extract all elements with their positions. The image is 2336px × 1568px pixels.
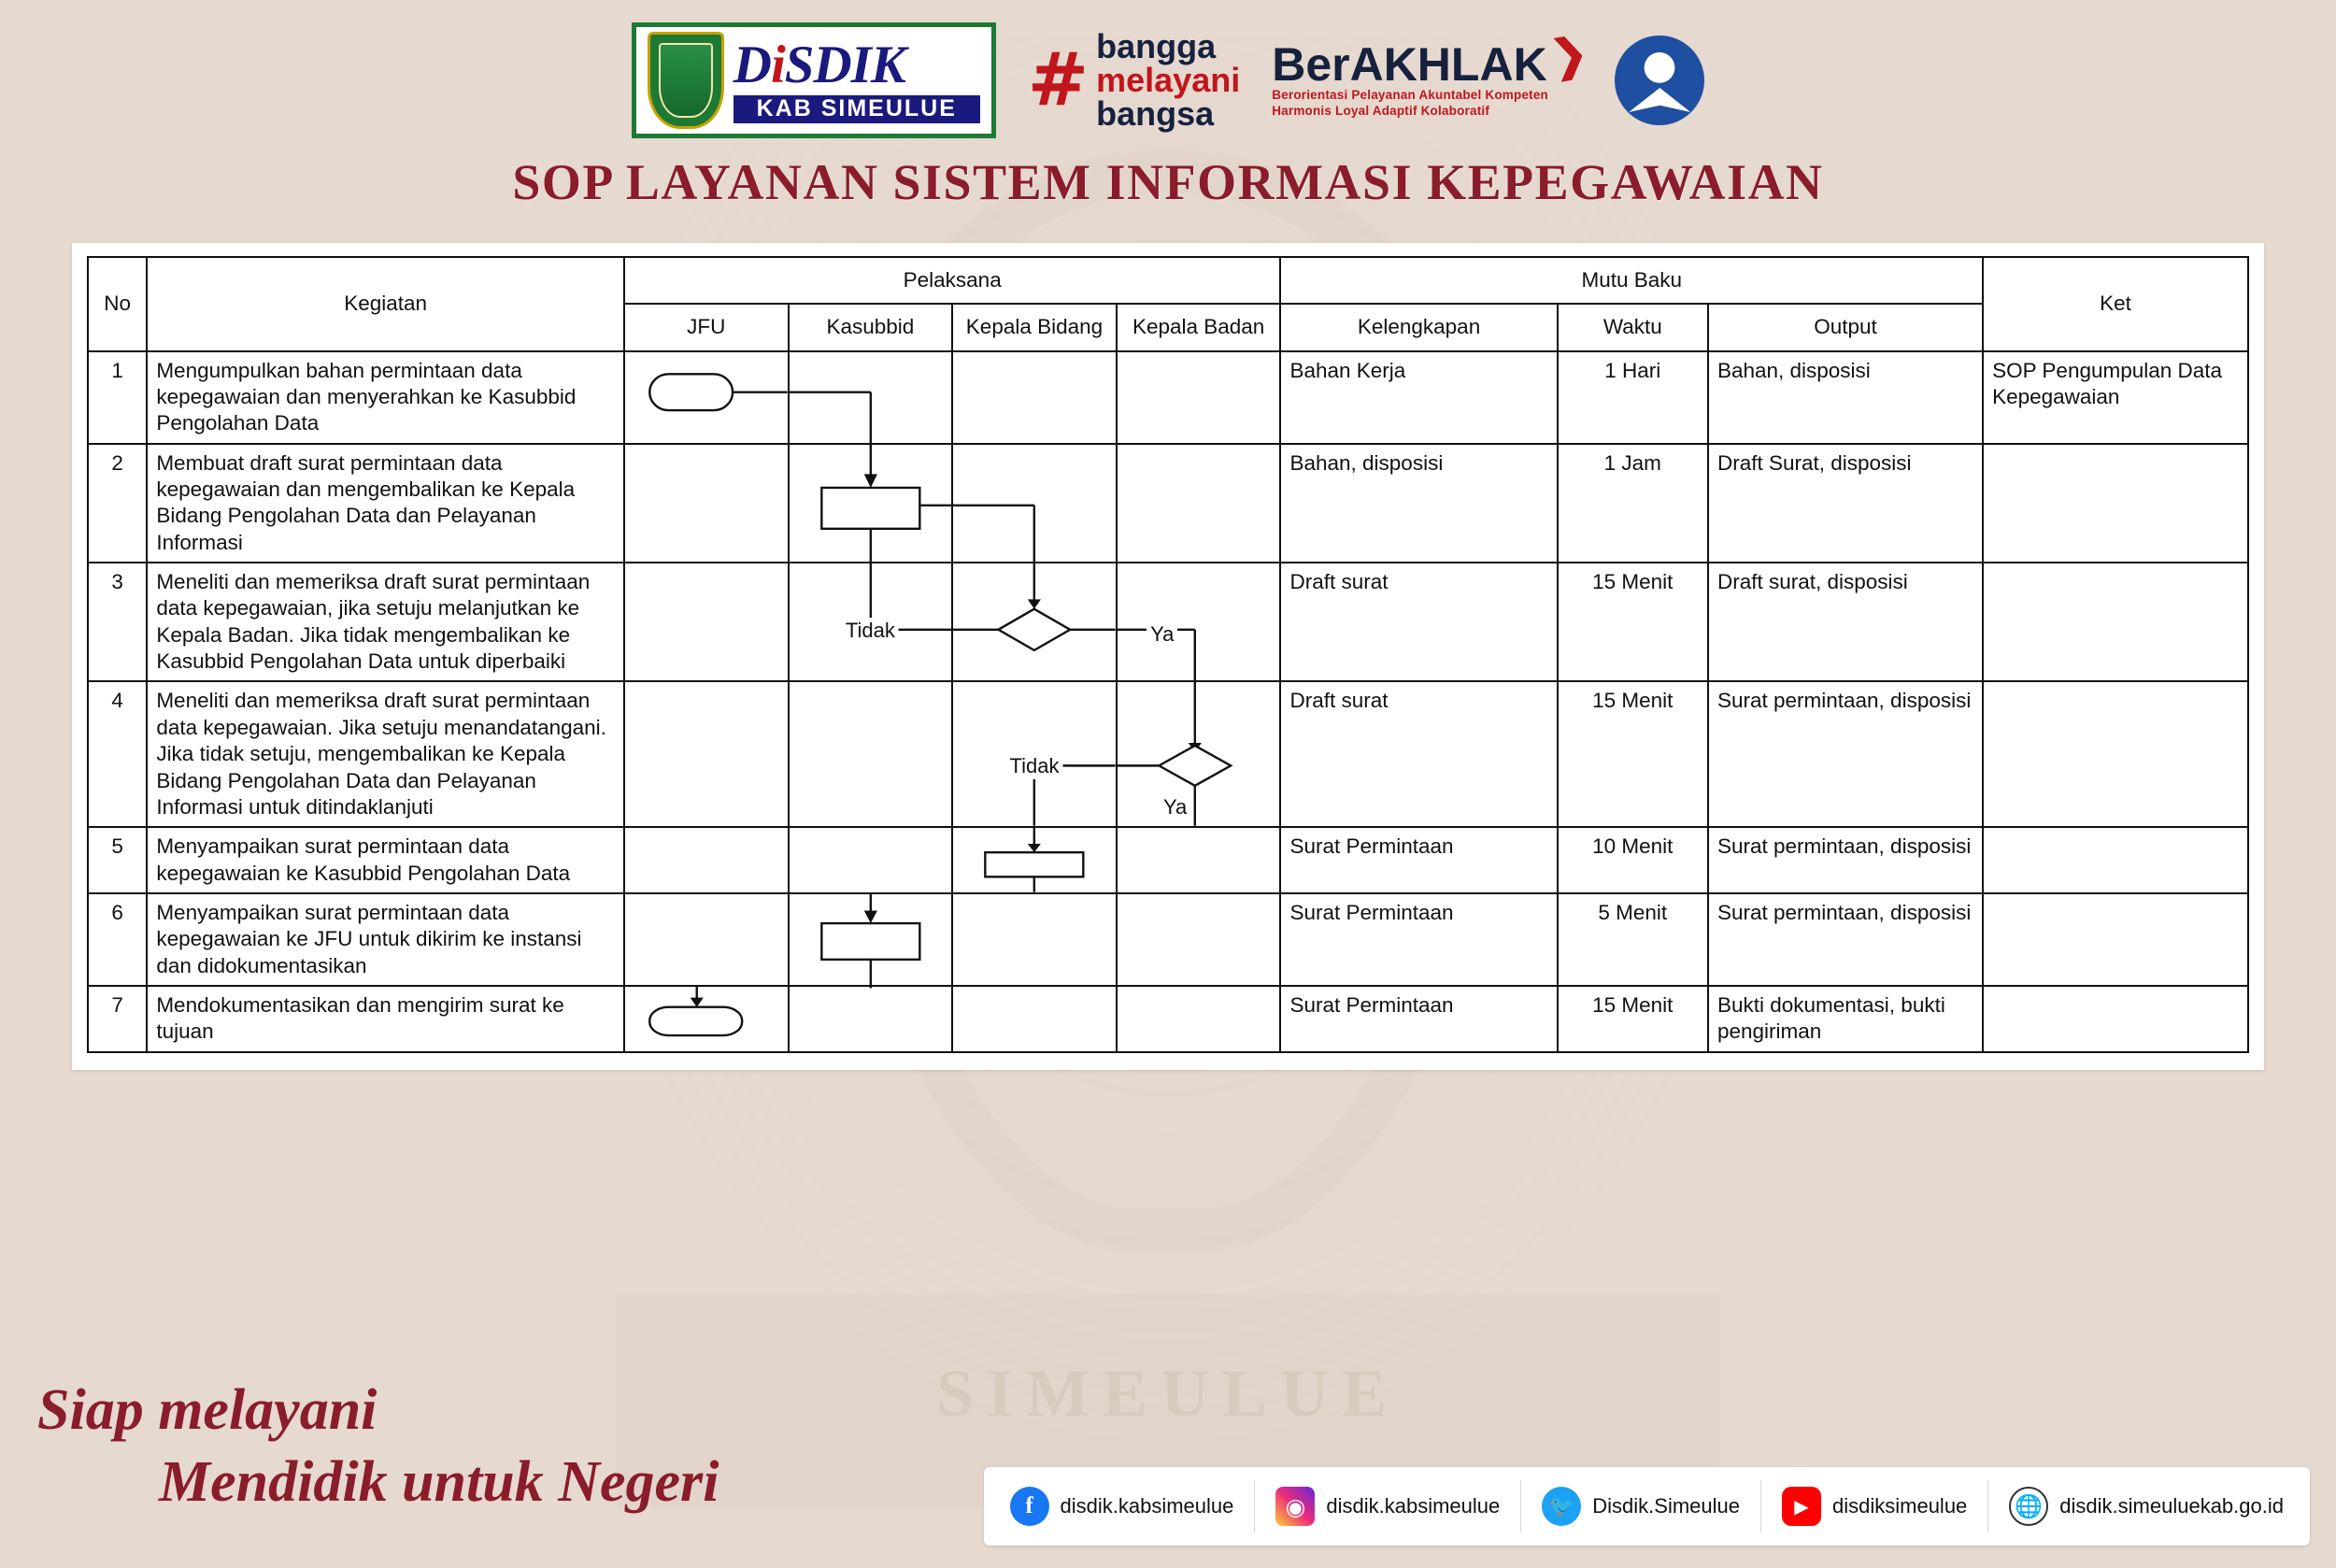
sop-table-body (88, 351, 2248, 1052)
table-row (88, 986, 2248, 1052)
flow-cell-jfu (624, 351, 789, 444)
social-bar (984, 1467, 2310, 1546)
cell-kegiatan: Menyampaikan surat permintaan data kepegawaian ke JFU untuk dikirim ke instansi dan didokumentasikan (147, 893, 624, 986)
berakhlak-logo (1272, 27, 1591, 120)
flow-cell-jfu (624, 986, 789, 1052)
cell-waktu: 10 Menit (1558, 827, 1708, 893)
disdik-logo-text (733, 35, 980, 123)
flow-cell-kepala-bidang (952, 444, 1117, 563)
page-title: SOP LAYANAN SISTEM INFORMASI KEPEGAWAIAN (512, 154, 1824, 210)
flow-cell-kepala-badan (1117, 444, 1281, 563)
cell-output: Bahan, disposisi (1708, 351, 1983, 444)
flow-cell-kepala-bidang (952, 351, 1117, 444)
flow-label-tidak-2: Tidak (1005, 753, 1062, 779)
twitter-icon: 🐦 (1542, 1487, 1581, 1526)
header-no: No (88, 257, 147, 351)
table-row (88, 827, 2248, 893)
slogan-line-2: Mendidik untuk Negeri (159, 1450, 719, 1514)
flow-cell-jfu (624, 563, 789, 681)
flow-cell-kasubbid (789, 681, 953, 827)
flow-cell-jfu (624, 893, 789, 986)
table-header-group-row (88, 257, 2248, 304)
cell-kegiatan: Menyampaikan surat permintaan data kepegawaian ke Kasubbid Pengolahan Data (147, 827, 624, 893)
sop-table (87, 256, 2249, 1053)
bangga-logo-text (1096, 27, 1241, 133)
cell-output: Surat permintaan, disposisi (1708, 681, 1983, 827)
bangga-line-1: bangga (1096, 27, 1217, 65)
flow-cell-kepala-bidang (952, 827, 1117, 893)
flow-cell-kepala-badan (1117, 827, 1281, 893)
cell-output: Draft surat, disposisi (1708, 563, 1983, 681)
sop-table-card (72, 243, 2264, 1070)
flow-cell-kepala-bidang (952, 893, 1117, 986)
facebook-icon: f (1010, 1487, 1049, 1526)
flow-cell-jfu (624, 681, 789, 827)
youtube-icon: ▶ (1782, 1487, 1821, 1526)
table-row (88, 351, 2248, 444)
cell-ket (1983, 563, 2248, 681)
simeulue-crest-icon (648, 32, 724, 129)
flow-cell-kasubbid (789, 827, 953, 893)
cell-no: 3 (88, 563, 147, 681)
flow-cell-kepala-badan (1117, 351, 1281, 444)
berakhlak-title-text: BerAKHLAK (1272, 38, 1547, 92)
berakhlak-title (1272, 27, 1591, 92)
cell-kelengkapan: Bahan, disposisi (1280, 444, 1557, 563)
cell-kelengkapan: Surat Permintaan (1280, 827, 1557, 893)
table-row (88, 893, 2248, 986)
table-row (88, 563, 2248, 681)
flow-label-tidak-1: Tidak (842, 618, 899, 644)
header-logos (0, 0, 2336, 140)
watermark-text: SIMEULUE (935, 1356, 1401, 1431)
header-output: Output (1708, 304, 1983, 350)
social-item-website[interactable] (1988, 1480, 2304, 1532)
cell-output: Draft Surat, disposisi (1708, 444, 1983, 563)
page-footer (0, 1372, 2336, 1568)
cell-kelengkapan: Surat Permintaan (1280, 986, 1557, 1052)
flow-cell-kepala-badan (1117, 893, 1281, 986)
cell-kelengkapan: Draft surat (1280, 563, 1557, 681)
cell-ket (1983, 827, 2248, 893)
flow-cell-kasubbid (789, 444, 953, 563)
table-row (88, 681, 2248, 827)
header-kegiatan: Kegiatan (147, 257, 624, 351)
cell-kegiatan: Mengumpulkan bahan permintaan data kepegawaian dan menyerahkan ke Kasubbid Pengolahan Data (147, 351, 624, 444)
flow-cell-kepala-bidang (952, 681, 1117, 827)
flow-label-ya-1: Ya (1147, 621, 1177, 648)
header-ket: Ket (1983, 257, 2248, 351)
cell-kegiatan: Mendokumentasikan dan mengirim surat ke tujuan (147, 986, 624, 1052)
cell-output: Surat permintaan, disposisi (1708, 893, 1983, 986)
tut-wuri-handayani-icon (1615, 36, 1704, 125)
cell-ket (1983, 893, 2248, 986)
cell-ket (1983, 444, 2248, 563)
header-kepala-bidang: Kepala Bidang (952, 304, 1117, 350)
flow-cell-kepala-bidang (952, 563, 1117, 681)
cell-ket (1983, 986, 2248, 1052)
bangga-line-2: melayani (1096, 61, 1241, 99)
header-waktu: Waktu (1558, 304, 1708, 350)
cell-no: 1 (88, 351, 147, 444)
social-label-facebook: disdik.kabsimeulue (1060, 1494, 1234, 1518)
flow-cell-kasubbid (789, 986, 953, 1052)
cell-output: Bukti dokumentasi, bukti pengiriman (1708, 986, 1983, 1052)
cell-waktu: 15 Menit (1558, 681, 1708, 827)
social-item-youtube[interactable] (1761, 1480, 1988, 1532)
header-kasubbid: Kasubbid (789, 304, 953, 350)
bangga-line-3: bangsa (1096, 94, 1215, 133)
social-label-instagram: disdik.kabsimeulue (1326, 1494, 1501, 1518)
footer-slogan (37, 1377, 719, 1516)
cell-no: 2 (88, 444, 147, 563)
flow-cell-kepala-badan (1117, 986, 1281, 1052)
berakhlak-arrow-icon: ❯ (1546, 27, 1591, 82)
disdik-logo-subtitle: KAB SIMEULUE (734, 95, 980, 123)
flow-cell-kepala-badan (1117, 681, 1281, 827)
flow-cell-kasubbid (789, 563, 953, 681)
disdik-logo (632, 22, 996, 138)
cell-kegiatan: Meneliti dan memeriksa draft surat permintaan data kepegawaian. Jika setuju menandatangani. Jika tidak setuju, mengembalikan ke Kepala Bidang Pengolahan Data dan Pelayanan Informasi untuk ditindaklanjuti (147, 681, 624, 827)
cell-no: 4 (88, 681, 147, 827)
cell-kelengkapan: Bahan Kerja (1280, 351, 1557, 444)
social-label-website: disdik.simeuluekab.go.id (2059, 1494, 2284, 1518)
header-group-pelaksana: Pelaksana (624, 257, 1281, 304)
cell-output: Surat permintaan, disposisi (1708, 827, 1983, 893)
social-label-twitter: Disdik.Simeulue (1592, 1494, 1740, 1518)
hashtag-icon: # (1027, 37, 1090, 122)
flow-cell-jfu (624, 827, 789, 893)
cell-waktu: 1 Hari (1558, 351, 1708, 444)
flow-label-ya-2: Ya (1160, 794, 1190, 820)
cell-kegiatan: Meneliti dan memeriksa draft surat permintaan data kepegawaian, jika setuju melanjutkan ke Kepala Badan. Jika tidak mengembalikan ke Kasubbid Pengolahan Data untuk diperbaiki (147, 563, 624, 681)
slogan-line-1: Siap melayani (37, 1378, 377, 1442)
social-label-youtube: disdiksimeulue (1832, 1494, 1968, 1518)
bangga-melayani-bangsa-logo (1027, 27, 1241, 133)
instagram-icon: ◉ (1275, 1487, 1315, 1526)
social-item-instagram[interactable] (1255, 1480, 1521, 1532)
cell-ket (1983, 681, 2248, 827)
cell-waktu: 15 Menit (1558, 563, 1708, 681)
header-kepala-badan: Kepala Badan (1117, 304, 1281, 350)
cell-no: 7 (88, 986, 147, 1052)
flow-cell-jfu (624, 444, 789, 563)
social-item-twitter[interactable] (1521, 1480, 1761, 1532)
social-item-facebook[interactable] (990, 1480, 1256, 1532)
table-row (88, 444, 2248, 563)
header-kelengkapan: Kelengkapan (1280, 304, 1557, 350)
cell-kelengkapan: Surat Permintaan (1280, 893, 1557, 986)
flow-cell-kepala-bidang (952, 986, 1117, 1052)
flow-cell-kasubbid (789, 351, 953, 444)
cell-waktu: 5 Menit (1558, 893, 1708, 986)
website-icon: 🌐 (2009, 1487, 2048, 1526)
cell-waktu: 1 Jam (1558, 444, 1708, 563)
cell-kelengkapan: Draft surat (1280, 681, 1557, 827)
disdik-logo-wordmark: DiSDIK (733, 35, 905, 94)
flow-cell-kasubbid (789, 893, 953, 986)
cell-no: 6 (88, 893, 147, 986)
header-jfu: JFU (624, 304, 789, 350)
berakhlak-subtitle-1: Berorientasi Pelayanan Akuntabel Kompeten (1272, 88, 1548, 103)
cell-ket: SOP Pengumpulan Data Kepegawaian (1983, 351, 2248, 444)
berakhlak-subtitle-2: Harmonis Loyal Adaptif Kolaboratif (1272, 104, 1490, 118)
header-group-mutu-baku: Mutu Baku (1280, 257, 1983, 304)
cell-waktu: 15 Menit (1558, 986, 1708, 1052)
cell-kegiatan: Membuat draft surat permintaan data kepegawaian dan mengembalikan ke Kepala Bidang Pengolahan Data dan Pelayanan Informasi (147, 444, 624, 563)
cell-no: 5 (88, 827, 147, 893)
flow-cell-kepala-badan (1117, 563, 1281, 681)
